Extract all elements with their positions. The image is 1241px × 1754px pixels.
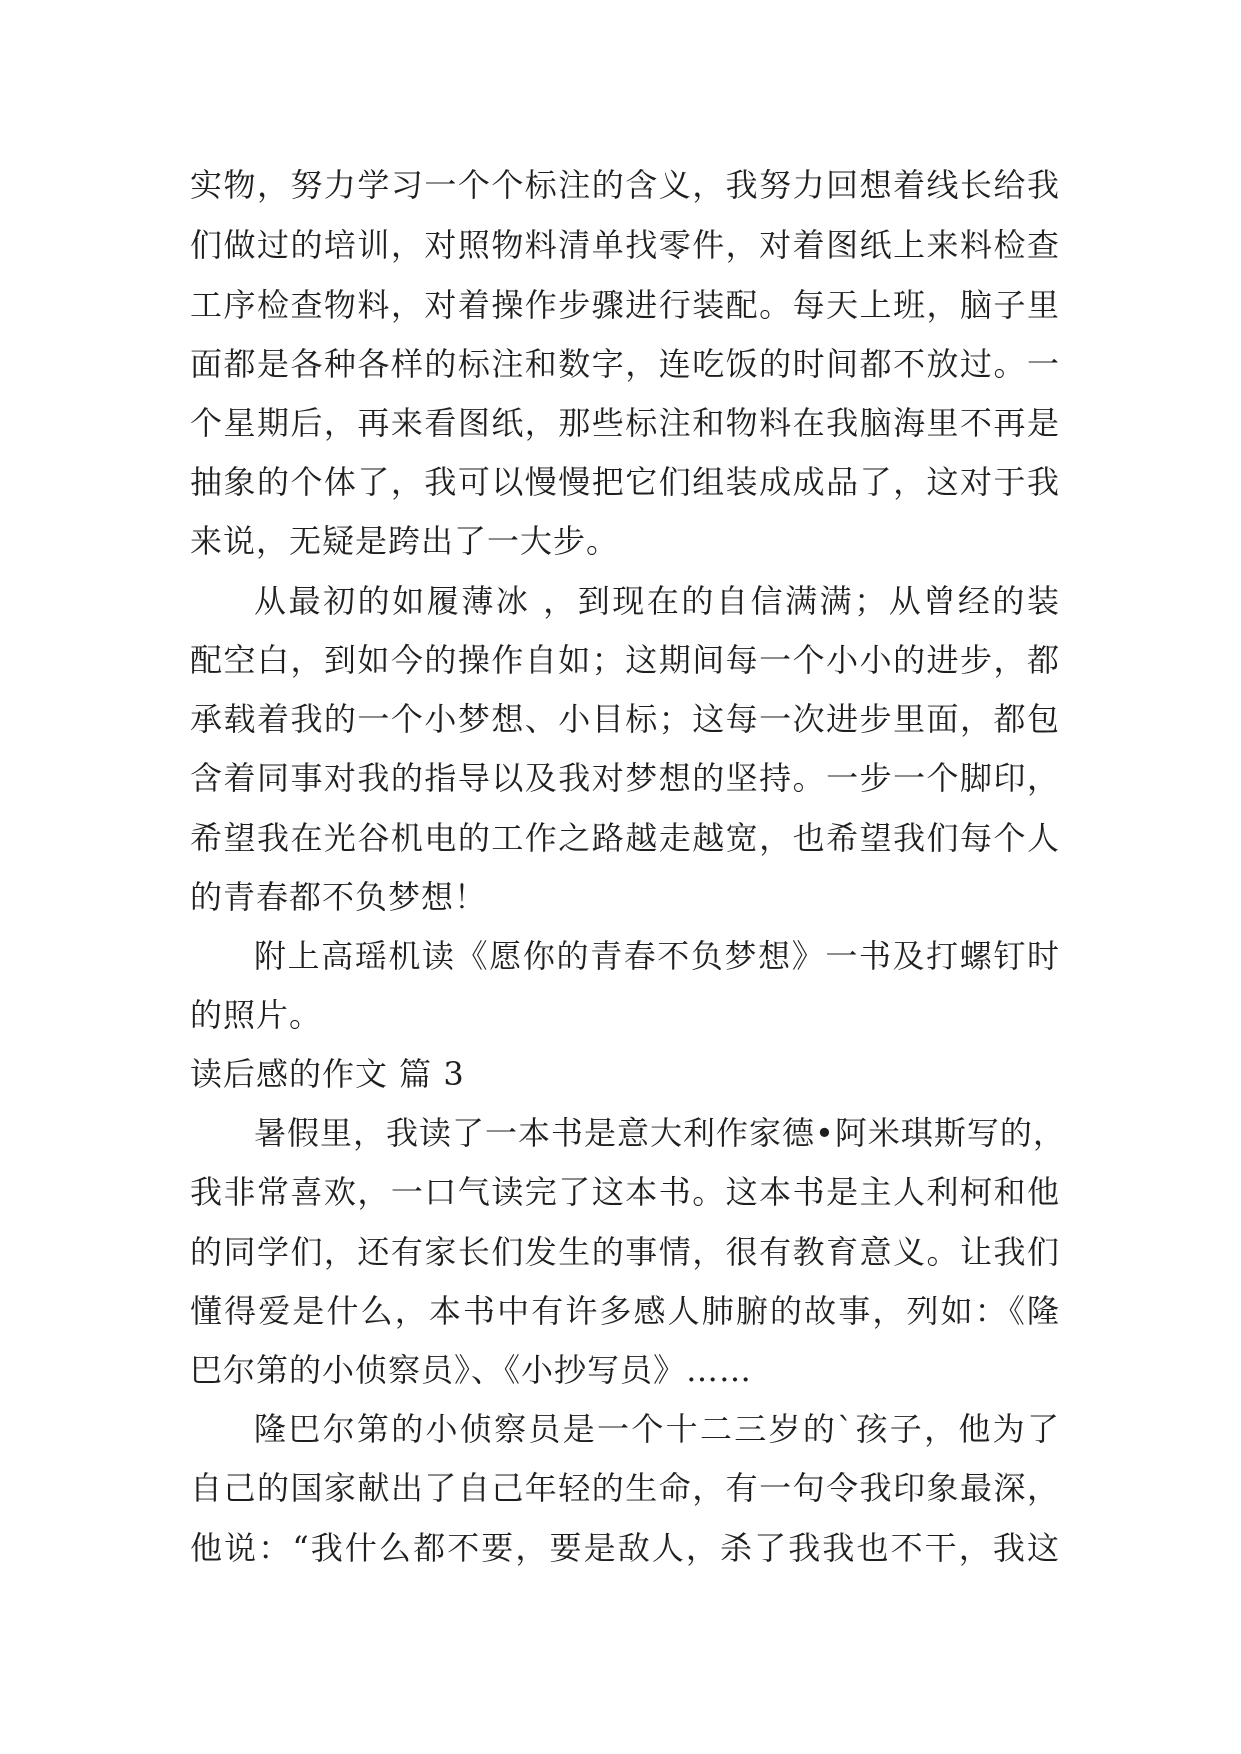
text-line: 面都是各种各样的标注和数字，连吃饭的时间都不放过。一 — [190, 345, 1060, 383]
text-line: 个星期后，再来看图纸，那些标注和物料在我脑海里不再是 — [190, 404, 1060, 442]
text-line: 的照片。 — [190, 996, 323, 1034]
text-line: 承载着我的一个小梦想、小目标；这每一次进步里面，都包 — [190, 700, 1060, 738]
text-line: 的同学们，还有家长们发生的事情，很有教育意义。让我们 — [190, 1233, 1060, 1271]
text-line: 含着同事对我的指导以及我对梦想的坚持。一步一个脚印， — [190, 759, 1060, 797]
text-line: 抽象的个体了，我可以慢慢把它们组装成成品了，这对于我 — [190, 463, 1060, 501]
text-line: 希望我在光谷机电的工作之路越走越宽，也希望我们每个人 — [190, 819, 1060, 857]
paragraph-first-line: 从最初的如履薄冰 ，到现在的自信满满；从曾经的装 — [254, 582, 1060, 620]
text-line: 懂得爱是什么，本书中有许多感人肺腑的故事，列如：《隆 — [190, 1292, 1060, 1330]
text-line: 来说，无疑是跨出了一大步。 — [190, 522, 620, 560]
text-line: 我非常喜欢，一口气读完了这本书。这本书是主人利柯和他 — [190, 1173, 1060, 1211]
text-line: 配空白，到如今的操作自如；这期间每一个小小的进步，都 — [190, 641, 1060, 679]
text-line: 的青春都不负梦想！ — [190, 878, 488, 916]
text-line: 们做过的培训，对照物料清单找零件，对着图纸上来料检查 — [190, 226, 1060, 264]
paragraph-first-line: 隆巴尔第的小侦察员是一个十二三岁的`孩子，他为了 — [254, 1410, 1060, 1448]
text-line: 自己的国家献出了自己年轻的生命，有一句令我印象最深， — [190, 1469, 1060, 1507]
section-heading: 读后感的作文 篇 3 — [190, 1055, 465, 1093]
text-line: 巴尔第的小侦察员》、《小抄写员》…… — [190, 1351, 753, 1389]
paragraph-first-line: 附上高瑶机读《愿你的青春不负梦想》一书及打螺钉时 — [254, 937, 1060, 975]
paragraph-first-line: 暑假里，我读了一本书是意大利作家德•阿米琪斯写的， — [254, 1114, 1066, 1152]
text-line: 工序检查物料，对着操作步骤进行装配。每天上班，脑子里 — [190, 286, 1060, 324]
text-line: 实物，努力学习一个个标注的含义，我努力回想着线长给我 — [190, 166, 1060, 204]
text-line: 他说：“我什么都不要，要是敌人，杀了我我也不干，我这 — [190, 1529, 1060, 1567]
